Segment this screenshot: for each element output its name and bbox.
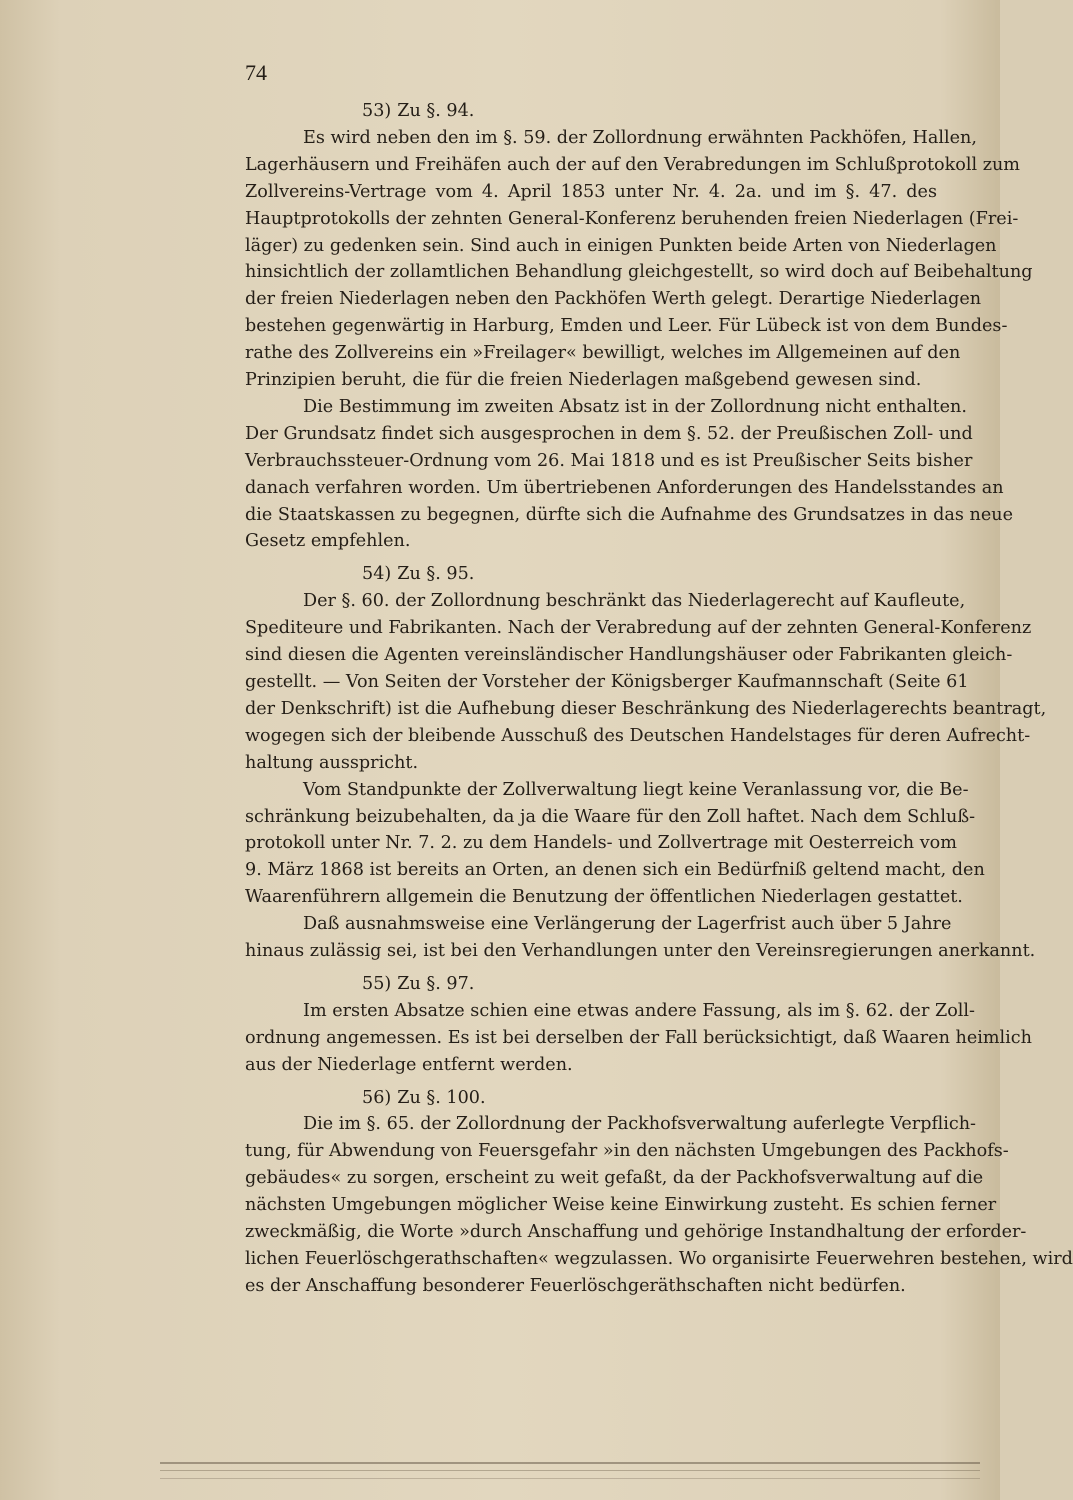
text-line: Waarenführern allgemein die Benutzung der öffentlichen Niederlagen gestattet. bbox=[245, 887, 963, 908]
text-line: Es wird neben den im §. 59. der Zollordnung erwähnten Packhöfen, Hallen, bbox=[303, 127, 977, 148]
text-line: Im ersten Absatze schien eine etwas andere Fassung, als im §. 62. der Zoll- bbox=[303, 1000, 975, 1021]
text-line: Gesetz empfehlen. bbox=[245, 531, 411, 552]
section-53 bbox=[245, 98, 1033, 555]
section-number: 53) bbox=[362, 101, 392, 121]
text-line: haltung ausspricht. bbox=[245, 752, 419, 773]
text-line: protokoll unter Nr. 7. 2. zu dem Handels- und Zollvertrage mit Oesterreich vom bbox=[245, 833, 957, 854]
text-line: Hauptprotokolls der zehnten General-Konferenz beruhenden freien Niederlagen (Frei- bbox=[245, 208, 1019, 229]
section-heading bbox=[245, 561, 937, 588]
text-line: Spediteure und Fabrikanten. Nach der Verabredung auf der zehnten General-Konferenz bbox=[245, 618, 1032, 639]
text-line: nächsten Umgebungen möglicher Weise keine Einwirkung zusteht. Es schien ferner bbox=[245, 1195, 997, 1216]
paragraph bbox=[245, 125, 1033, 394]
section-heading bbox=[245, 971, 937, 998]
section-reference: Zu §. 100. bbox=[397, 1087, 486, 1108]
text-line: lichen Feuerlöschgerathschaften« wegzulassen. Wo organisirte Feuerwehren bestehen, wird bbox=[245, 1249, 1073, 1269]
text-line: gebäudes« zu sorgen, erscheint zu weit gefaßt, da der Packhofsverwaltung auf die bbox=[245, 1168, 984, 1189]
section-number: 56) bbox=[362, 1087, 392, 1108]
page-bottom-rule bbox=[160, 1470, 980, 1471]
text-line: Verbrauchssteuer-Ordnung vom 26. Mai 1818 und es ist Preußischer Seits bisher bbox=[245, 450, 973, 471]
paragraph bbox=[245, 998, 1032, 1079]
document-body bbox=[245, 98, 1073, 1300]
section-heading bbox=[245, 98, 937, 125]
section-54 bbox=[245, 561, 1047, 965]
section-56 bbox=[245, 1085, 1073, 1300]
paragraph bbox=[245, 911, 1036, 965]
paragraph bbox=[245, 394, 1013, 555]
text-line: die Staatskassen zu begegnen, dürfte sich die Aufnahme des Grundsatzes in das neue bbox=[245, 504, 1013, 525]
text-line: Prinzipien beruht, die für die freien Niederlagen maßgebend gewesen sind. bbox=[245, 370, 922, 391]
text-line: hinsichtlich der zollamtlichen Behandlung gleichgestellt, so wird doch auf Beibehaltung bbox=[245, 262, 1033, 283]
text-line: Daß ausnahmsweise eine Verlängerung der Lagerfrist auch über 5 Jahre bbox=[303, 914, 952, 935]
section-heading bbox=[245, 1085, 937, 1112]
text-line: hinaus zulässig sei, ist bei den Verhandlungen unter den Vereinsregierungen anerkannt. bbox=[245, 941, 1036, 962]
text-line: Lagerhäusern und Freihäfen auch der auf den Verabredungen im Schlußprotokoll zum bbox=[245, 154, 1020, 175]
text-line: Die im §. 65. der Zollordnung der Packhofsverwaltung auferlegte Verpflich- bbox=[303, 1114, 976, 1135]
text-line: zweckmäßig, die Worte »durch Anschaffung und gehörige Instandhaltung der erforder- bbox=[245, 1222, 1027, 1243]
text-line: tung, für Abwendung von Feuersgefahr »in den nächsten Umgebungen des Packhofs- bbox=[245, 1141, 1009, 1162]
page-bottom-rule bbox=[160, 1478, 980, 1479]
paragraph bbox=[245, 1111, 1073, 1299]
text-line: 9. März 1868 ist bereits an Orten, an denen sich ein Bedürfniß geltend macht, den bbox=[245, 860, 985, 881]
text-line: der freien Niederlagen neben den Packhöfen Werth gelegt. Derartige Niederlagen bbox=[245, 289, 982, 310]
paragraph bbox=[245, 777, 985, 912]
page-bottom-rule bbox=[160, 1462, 980, 1464]
text-line: Der §. 60. der Zollordnung beschränkt das Niederlagerecht auf Kaufleute, bbox=[303, 591, 966, 612]
section-number: 54) bbox=[362, 564, 392, 585]
text-line: ordnung angemessen. Es ist bei derselben der Fall berücksichtigt, daß Waaren heimlich bbox=[245, 1027, 1032, 1048]
text-line: Der Grundsatz findet sich ausgesprochen in dem §. 52. der Preußischen Zoll- und bbox=[245, 423, 973, 444]
text-line: bestehen gegenwärtig in Harburg, Emden und Leer. Für Lübeck ist von dem Bundes- bbox=[245, 316, 1008, 337]
section-reference: Zu §. 94. bbox=[397, 101, 475, 121]
page-number: 74 bbox=[245, 60, 267, 85]
text-line: Vom Standpunkte der Zollverwaltung liegt keine Veranlassung vor, die Be- bbox=[303, 779, 969, 800]
text-line: Die Bestimmung im zweiten Absatz ist in der Zollordnung nicht enthalten. bbox=[303, 396, 967, 417]
section-reference: Zu §. 97. bbox=[397, 973, 475, 994]
text-line: der Denkschrift) ist die Aufhebung dieser Beschränkung des Niederlagerechts beantragt, bbox=[245, 698, 1047, 719]
section-number: 55) bbox=[362, 973, 392, 994]
paragraph bbox=[245, 588, 1047, 776]
section-reference: Zu §. 95. bbox=[397, 564, 475, 585]
text-line: danach verfahren worden. Um übertriebenen Anforderungen des Handelsstandes an bbox=[245, 477, 1004, 498]
text-line: wogegen sich der bleibende Ausschuß des Deutschen Handelstages für deren Aufrecht- bbox=[245, 725, 1031, 746]
section-55 bbox=[245, 971, 1032, 1079]
text-line: sind diesen die Agenten vereinsländischer Handlungshäuser oder Fabrikanten gleich- bbox=[245, 645, 1013, 666]
text-line: gestellt. — Von Seiten der Vorsteher der Königsberger Kaufmannschaft (Seite 61 bbox=[245, 672, 969, 692]
text-line: rathe des Zollvereins ein »Freilager« bewilligt, welches im Allgemeinen auf den bbox=[245, 343, 961, 364]
text-line: es der Anschaffung besonderer Feuerlöschgeräthschaften nicht bedürfen. bbox=[245, 1275, 906, 1296]
text-line: aus der Niederlage entfernt werden. bbox=[245, 1054, 573, 1075]
text-line: Zollvereins-Vertrage vom 4. April 1853 unter Nr. 4. 2a. und im §. 47. des bbox=[245, 181, 937, 202]
text-line: läger) zu gedenken sein. Sind auch in einigen Punkten beide Arten von Niederlagen bbox=[245, 235, 997, 256]
text-line: schränkung beizubehalten, da ja die Waare für den Zoll haftet. Nach dem Schluß- bbox=[245, 806, 976, 827]
